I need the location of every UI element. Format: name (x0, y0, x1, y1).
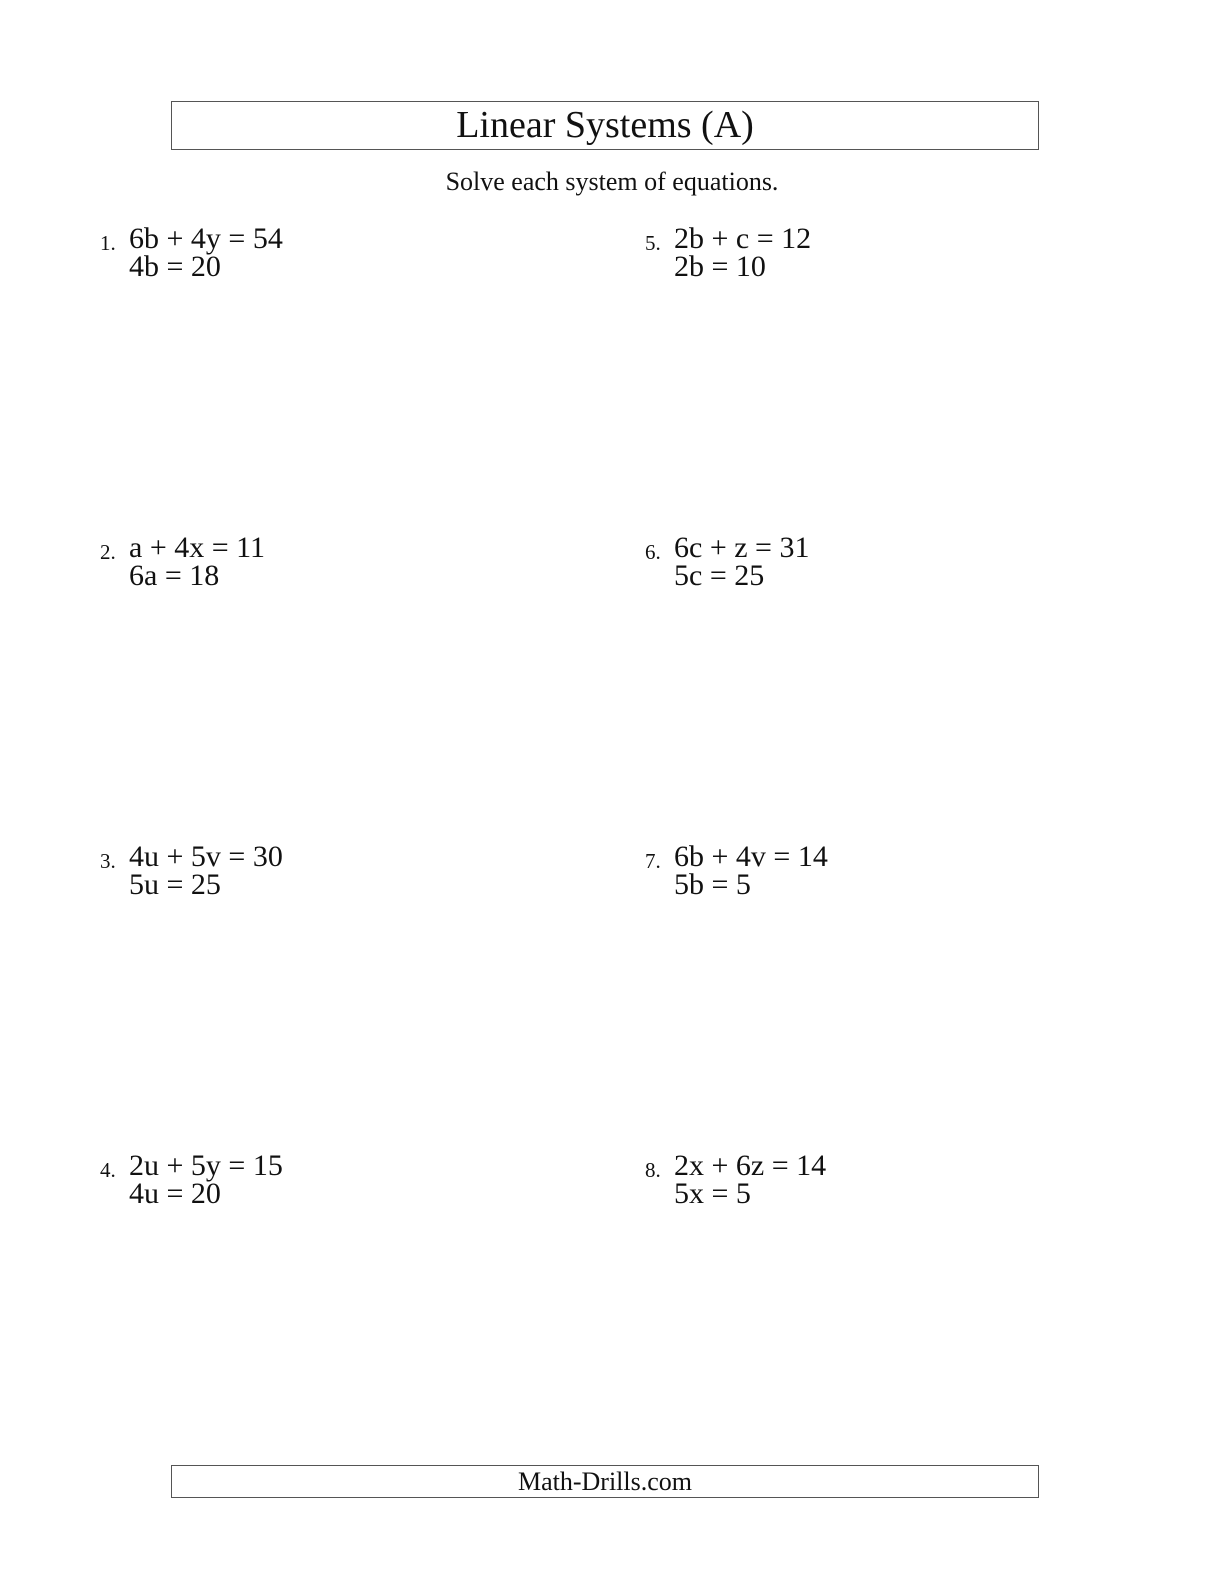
equation-2: 5c = 25 (674, 559, 765, 592)
equation-1: 2u + 5y = 15 (129, 1149, 283, 1182)
problem-8 (645, 1147, 1065, 1227)
equation-2: 5b = 5 (674, 868, 751, 901)
equation-1: 6c + z = 31 (674, 531, 810, 564)
equation-2: 2b = 10 (674, 250, 766, 283)
worksheet-title: Linear Systems (A) (171, 101, 1039, 150)
equation-2: 5u = 25 (129, 868, 221, 901)
equation-1: 4u + 5v = 30 (129, 840, 283, 873)
equation-1: 2x + 6z = 14 (674, 1149, 827, 1182)
problem-6 (645, 529, 1065, 609)
problem-4 (100, 1147, 520, 1227)
problem-number: 5. (645, 231, 661, 255)
footer-site-name: Math-Drills.com (171, 1465, 1039, 1498)
equation-2: 6a = 18 (129, 559, 220, 592)
equation-2: 4u = 20 (129, 1177, 221, 1210)
equation-2: 4b = 20 (129, 250, 221, 283)
problem-number: 6. (645, 540, 661, 564)
problem-1 (100, 220, 520, 300)
problem-2 (100, 529, 520, 609)
equation-1: 6b + 4y = 54 (129, 222, 283, 255)
problem-number: 8. (645, 1158, 661, 1182)
equation-2: 5x = 5 (674, 1177, 751, 1210)
worksheet-instructions: Solve each system of equations. (445, 167, 779, 196)
problem-7 (645, 838, 1065, 918)
problem-number: 4. (100, 1158, 116, 1182)
problem-3 (100, 838, 520, 918)
problem-number: 1. (100, 231, 116, 255)
equation-1: a + 4x = 11 (129, 531, 266, 564)
problem-number: 3. (100, 849, 116, 873)
problem-number: 7. (645, 849, 661, 873)
equation-1: 6b + 4v = 14 (674, 840, 828, 873)
problem-5 (645, 220, 1065, 300)
problem-number: 2. (100, 540, 116, 564)
equation-1: 2b + c = 12 (674, 222, 812, 255)
